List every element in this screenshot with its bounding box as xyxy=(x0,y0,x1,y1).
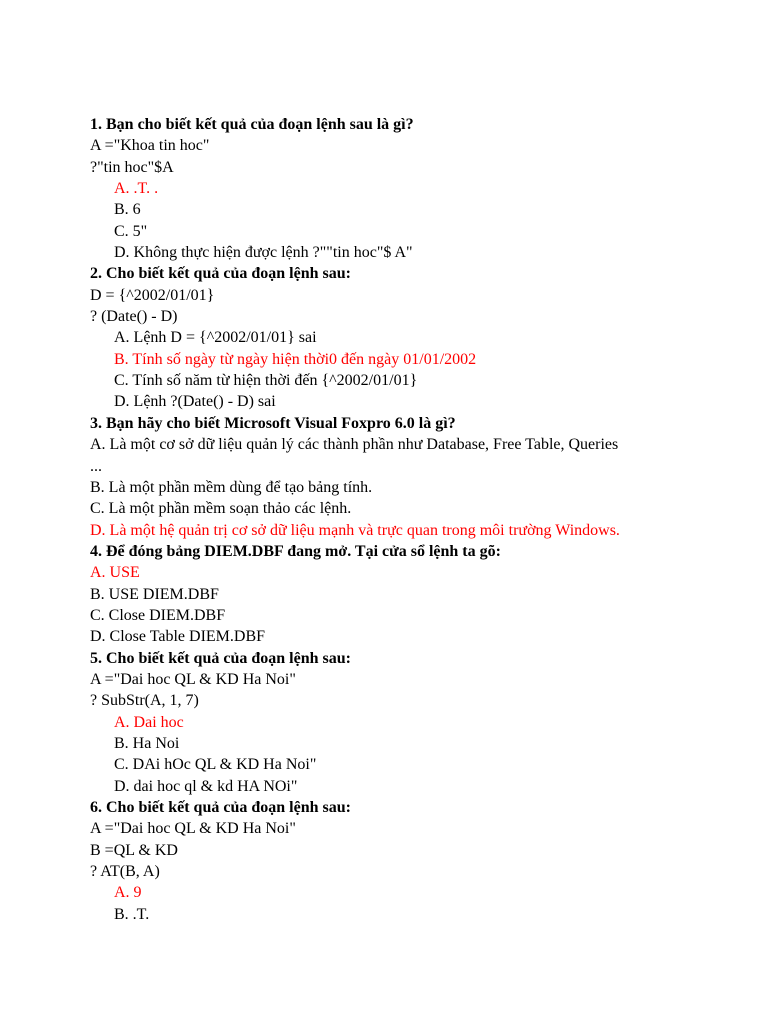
question-1-option-c: C. 5" xyxy=(114,222,148,240)
question-1-code-line: A ="Khoa tin hoc" xyxy=(90,137,210,155)
question-3-title: 3. Bạn hãy cho biết Microsoft Visual Foxpro 6.0 là gì? xyxy=(90,414,456,432)
quiz-content xyxy=(90,114,710,925)
question-6-option-a: A. 9 xyxy=(114,884,142,902)
question-6-code-line: A ="Dai hoc QL & KD Ha Noi" xyxy=(90,820,296,838)
question-2-title: 2. Cho biết kết quả của đoạn lệnh sau: xyxy=(90,265,351,283)
question-2-option-d: D. Lệnh ?(Date() - D) sai xyxy=(114,393,276,411)
question-5-option-b: B. Ha Noi xyxy=(114,734,180,752)
question-3-option-d: D. Là một hệ quản trị cơ sở dữ liệu mạnh và trực quan trong môi trường Windows. xyxy=(90,521,620,539)
question-3-option-b: B. Là một phần mềm dùng để tạo bảng tính. xyxy=(90,478,373,496)
question-6-option-b: B. .T. xyxy=(114,905,150,923)
question-2-option-a: A. Lệnh D = {^2002/01/01} sai xyxy=(114,329,317,347)
question-4-option-c: C. Close DIEM.DBF xyxy=(90,606,226,624)
question-1-option-d: D. Không thực hiện được lệnh ?""tin hoc"$ A" xyxy=(114,244,413,262)
question-2-code-line: D = {^2002/01/01} xyxy=(90,286,215,304)
question-5-option-a: A. Dai hoc xyxy=(114,713,184,731)
question-1-title: 1. Bạn cho biết kết quả của đoạn lệnh sau là gì? xyxy=(90,116,414,133)
question-3-option-a: A. Là một cơ sở dữ liệu quản lý các thành phần như Database, Free Table, Queries xyxy=(90,436,619,454)
question-4-option-d: D. Close Table DIEM.DBF xyxy=(90,628,266,646)
question-1-option-a: A. .T. . xyxy=(114,180,159,198)
question-3-option-a-continuation: ... xyxy=(90,457,102,475)
question-4-title: 4. Để đóng bảng DIEM.DBF đang mở. Tại cửa sổ lệnh ta gõ: xyxy=(90,542,501,560)
question-1-option-b: B. 6 xyxy=(114,201,141,219)
question-5-code-line: ? SubStr(A, 1, 7) xyxy=(90,692,199,710)
question-4-option-b: B. USE DIEM.DBF xyxy=(90,585,219,603)
question-5-code-line: A ="Dai hoc QL & KD Ha Noi" xyxy=(90,670,296,688)
question-6-title: 6. Cho biết kết quả của đoạn lệnh sau: xyxy=(90,799,351,816)
question-2-code-line: ? (Date() - D) xyxy=(90,308,178,326)
question-6-code-line: ? AT(B, A) xyxy=(90,863,160,881)
question-5-option-c: C. DAi hOc QL & KD Ha Noi" xyxy=(114,756,317,774)
question-3-option-c: C. Là một phần mềm soạn thảo các lệnh. xyxy=(90,500,352,518)
question-4-option-a: A. USE xyxy=(90,564,140,582)
question-6-code-line: B =QL & KD xyxy=(90,841,178,859)
question-5-option-d: D. dai hoc ql & kd HA NOi" xyxy=(114,777,298,795)
question-1-code-line: ?"tin hoc"$A xyxy=(90,158,174,176)
question-5-title: 5. Cho biết kết quả của đoạn lệnh sau: xyxy=(90,649,351,667)
question-2-option-b: B. Tính số ngày từ ngày hiện thời0 đến ngày 01/01/2002 xyxy=(114,350,477,368)
question-2-option-c: C. Tính số năm từ hiện thời đến {^2002/01/01} xyxy=(114,372,418,390)
